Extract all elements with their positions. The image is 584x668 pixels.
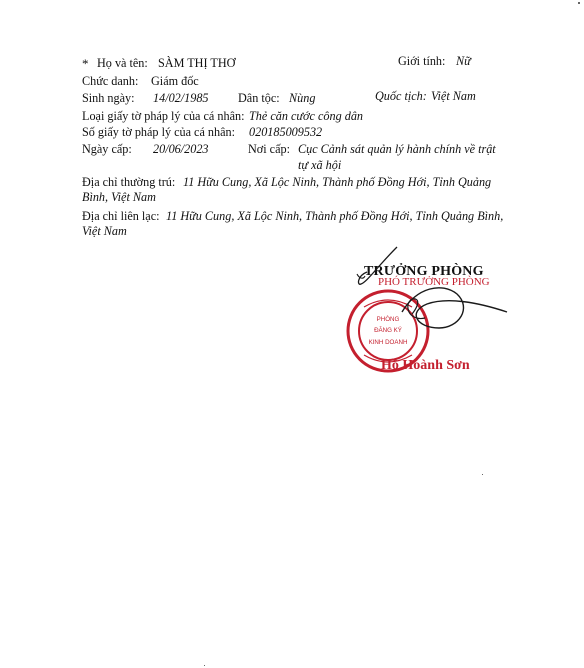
id-no-label: Số giấy tờ pháp lý của cá nhân: <box>82 125 235 139</box>
stamp-line-1: PHÒNG <box>376 316 400 323</box>
nationality-label: Quốc tịch: <box>375 89 427 103</box>
ethnicity-label: Dân tộc: <box>238 91 280 105</box>
perm-addr-value-line1: 11 Hữu Cung, Xã Lộc Ninh, Thành phố Đồng Hới, Tỉnh Quảng <box>183 175 492 189</box>
scan-mark-right <box>482 474 483 475</box>
scan-mark-top-right <box>578 2 580 4</box>
stamp-line-3: KINH DOANH <box>368 339 408 346</box>
gender-label: Giới tính: <box>398 54 446 68</box>
id-type-value: Thẻ căn cước công dân <box>249 109 364 123</box>
contact-addr-label: Địa chỉ liên lạc: <box>82 209 160 223</box>
signature-subtitle: PHÓ TRƯỞNG PHÒNG <box>378 276 490 288</box>
title-value: Giám đốc <box>151 74 199 88</box>
perm-addr-label: Địa chỉ thường trú: <box>82 175 176 189</box>
issue-date-value: 20/06/2023 <box>153 142 209 156</box>
perm-addr-value-line2: Bình, Việt Nam <box>82 190 156 204</box>
nationality-value: Việt Nam <box>431 89 476 103</box>
ethnicity-value: Nùng <box>289 91 316 105</box>
dob-value: 14/02/1985 <box>153 91 209 105</box>
stamp-line-2: ĐĂNG KÝ <box>374 327 402 334</box>
title-label: Chức danh: <box>82 74 139 88</box>
signer-name: Hồ Hoành Sơn <box>381 358 470 373</box>
contact-addr-value-line1: 11 Hữu Cung, Xã Lộc Ninh, Thành phố Đồng Hới, Tỉnh Quảng Bình, <box>166 209 504 223</box>
issue-date-label: Ngày cấp: <box>82 142 132 156</box>
issue-place-value-line1: Cục Cảnh sát quản lý hành chính về trật <box>298 142 496 156</box>
issue-place-value-line2: tự xã hội <box>298 158 342 172</box>
signature-title: TRƯỞNG PHÒNG <box>364 264 484 279</box>
scan-mark-bottom <box>204 665 205 666</box>
handwritten-signature <box>347 242 517 362</box>
dob-label: Sinh ngày: <box>82 91 135 105</box>
bullet-marker: * <box>82 56 89 71</box>
id-type-label: Loại giấy tờ pháp lý của cá nhân: <box>82 109 245 123</box>
name-value: SÀM THỊ THƠ <box>158 56 236 70</box>
name-label: Họ và tên: <box>97 56 148 70</box>
id-no-value: 020185009532 <box>249 125 323 139</box>
gender-value: Nữ <box>456 54 471 68</box>
contact-addr-value-line2: Việt Nam <box>82 224 127 238</box>
issue-place-label: Nơi cấp: <box>248 142 290 156</box>
